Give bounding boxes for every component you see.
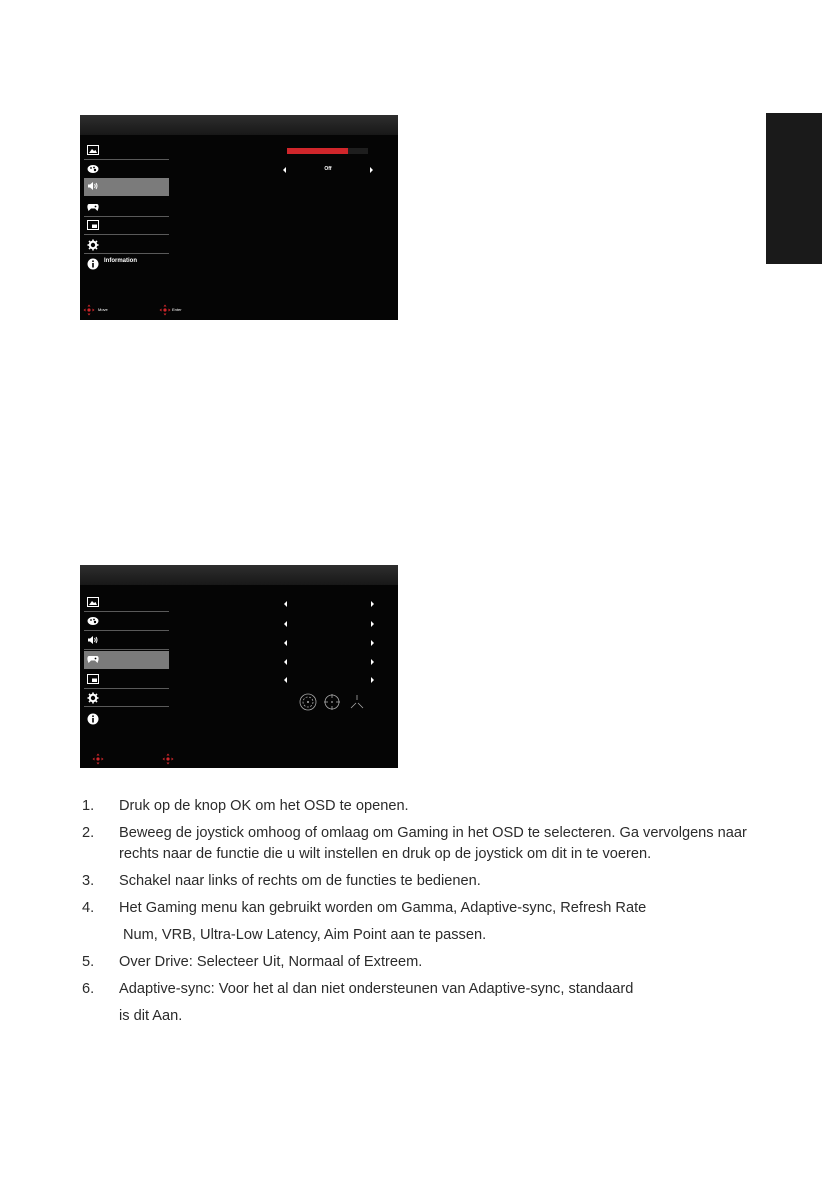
nav-information[interactable] [84,710,169,728]
gaming-option-row[interactable] [284,619,374,629]
gear-icon [87,239,99,251]
gaming-option-row[interactable] [284,599,374,609]
joystick-move-icon [83,304,95,316]
joystick-enter-icon [162,753,174,765]
left-arrow-icon[interactable] [284,677,287,683]
nav-osd[interactable] [84,671,169,689]
mute-selector[interactable] [283,165,373,175]
left-arrow-icon[interactable] [284,621,287,627]
nav-color[interactable] [84,161,169,179]
nav-audio[interactable] [84,178,169,196]
right-arrow-icon[interactable] [371,640,374,646]
right-arrow-icon[interactable] [371,601,374,607]
instruction-list [82,796,762,1033]
left-arrow-icon[interactable] [284,640,287,646]
gaming-option-row[interactable] [284,638,374,648]
footer-enter-label: Enter [172,307,182,312]
info-icon [87,713,99,725]
palette-icon [87,164,99,174]
left-arrow-icon[interactable] [283,167,286,173]
instruction-item: 5. Over Drive: Selecteer Uit, Normaal of Extreem. [82,954,423,970]
nav-audio[interactable] [84,632,169,650]
footer-move-label: Move [98,307,108,312]
gear-icon [87,692,99,704]
pip-icon [87,674,99,684]
mute-value: Off [324,166,332,172]
osd-gaming-screenshot [80,565,398,768]
joystick-move-icon [92,753,104,765]
instruction-item: 2. Beweeg de joystick omhoog of omlaag om Gaming in het OSD te selecteren. Ga vervolgens naar rechts naar de functie die u wilt instellen en druk op de joystick om dit in te voeren. [82,825,747,862]
nav-color[interactable] [84,613,169,631]
osd-title-bar [80,565,398,585]
gamepad-icon [87,654,99,664]
instruction-item: 6. Adaptive-sync: Voor het al dan niet ondersteunen van Adaptive-sync, standaard is dit Aan. [82,981,634,1024]
gamepad-icon [87,202,99,212]
palette-icon [87,616,99,626]
nav-information-label: Information [104,258,137,264]
language-side-tab [766,113,822,264]
gaming-option-row[interactable] [284,675,374,685]
nav-picture[interactable] [84,594,169,612]
left-arrow-icon[interactable] [284,601,287,607]
right-arrow-icon[interactable] [371,621,374,627]
info-icon [87,258,99,270]
right-arrow-icon[interactable] [371,659,374,665]
nav-gaming[interactable] [84,651,169,669]
right-arrow-icon[interactable] [370,167,373,173]
nav-picture[interactable] [84,142,169,160]
left-arrow-icon[interactable] [284,659,287,665]
nav-system[interactable] [84,236,169,254]
instruction-item: 3. Schakel naar links of rechts om de functies te bedienen. [82,873,481,889]
osd-audio-screenshot [80,115,398,320]
crosshair-circle-icon[interactable] [323,693,341,711]
instruction-item: 4. Het Gaming menu kan gebruikt worden om Gamma, Adaptive-sync, Refresh Rate Num, VRB, Ultra-Low Latency, Aim Point aan te passen. [82,900,647,943]
speaker-icon [87,181,99,191]
volume-slider-fill [287,148,348,154]
nav-information[interactable] [84,255,169,273]
nav-osd[interactable] [84,217,169,235]
volume-slider[interactable] [287,148,368,154]
crosshair-ring-icon[interactable] [299,693,317,711]
instruction-item: 1. Druk op de knop OK om het OSD te openen. [82,798,409,814]
osd-title-bar [80,115,398,135]
speaker-icon [87,635,99,645]
nav-gaming[interactable] [84,199,169,217]
joystick-enter-icon [159,304,171,316]
pip-icon [87,220,99,230]
nav-system[interactable] [84,689,169,707]
crosshair-lines-icon[interactable] [348,693,366,711]
picture-icon [87,145,99,155]
gaming-option-row[interactable] [284,657,374,667]
picture-icon [87,597,99,607]
right-arrow-icon[interactable] [371,677,374,683]
